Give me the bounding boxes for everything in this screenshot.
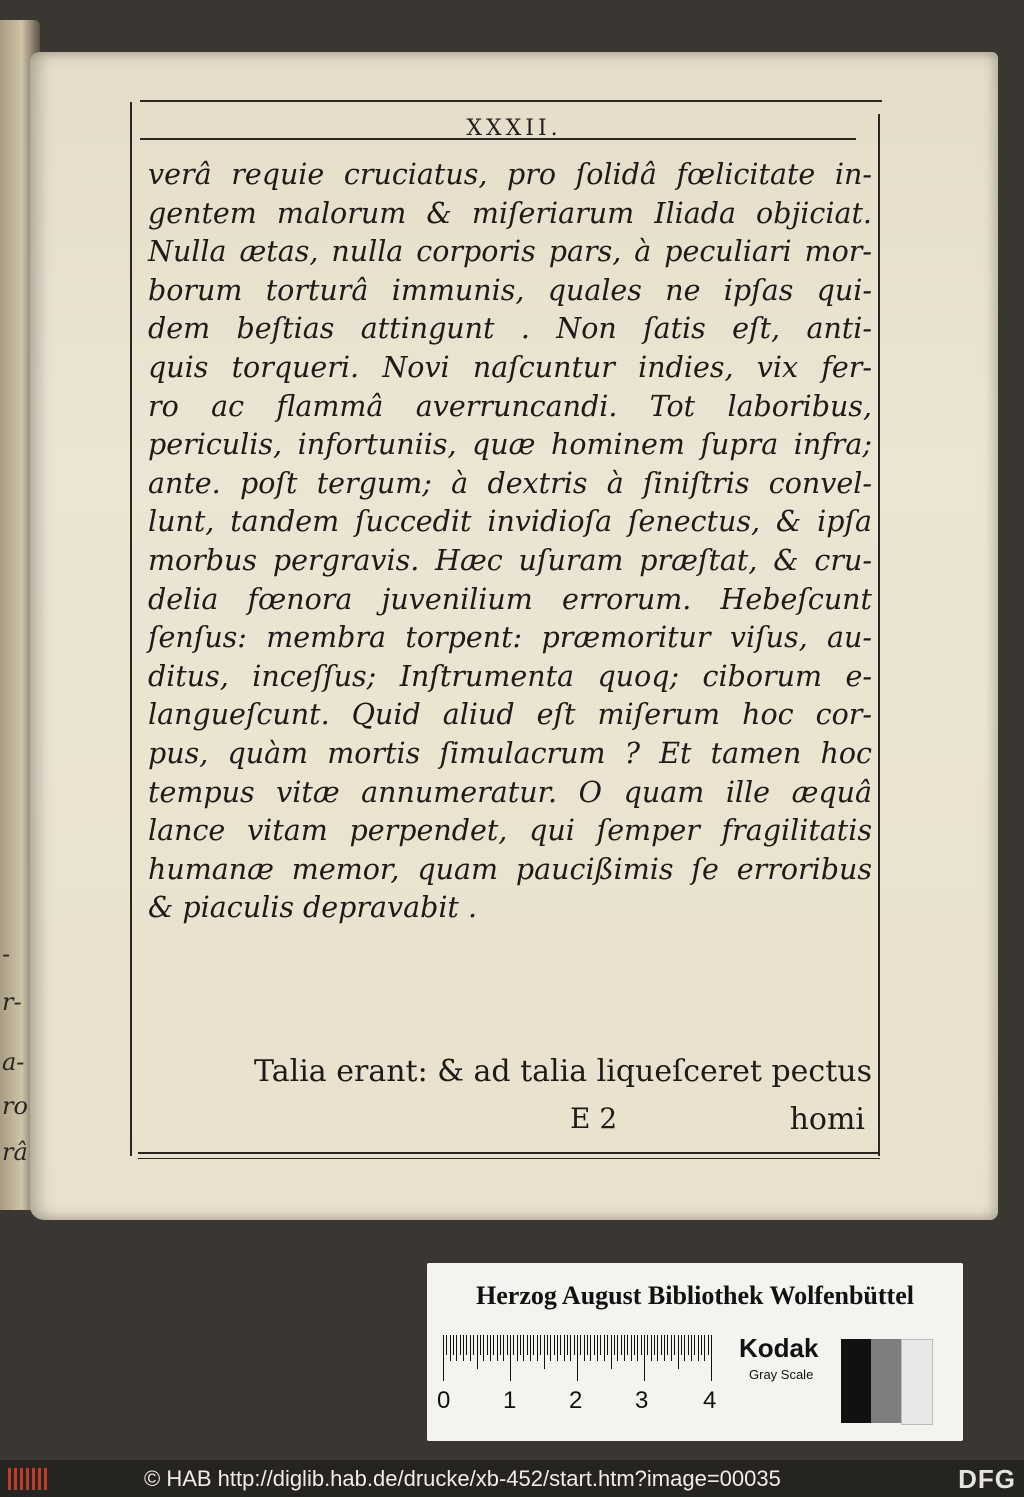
ruler-tick xyxy=(520,1335,521,1355)
gray-scale-label: Gray Scale xyxy=(749,1367,814,1382)
ruler-tick xyxy=(607,1335,608,1355)
ruler-tick xyxy=(651,1335,652,1361)
text-line: ſenſus: membra torpent: præmoritur viſus, au- xyxy=(148,621,872,655)
ruler-tick xyxy=(477,1335,478,1369)
ruler-tick xyxy=(557,1335,558,1361)
text-line: quis torqueri. Novi naſcuntur indies, vix fer- xyxy=(148,350,872,384)
text-line: Nulla ætas, nulla corporis pars, à peculiari mor- xyxy=(148,235,872,269)
ruler-tick xyxy=(617,1335,618,1361)
frame-rule xyxy=(140,100,882,102)
ruler-tick xyxy=(688,1335,689,1355)
ruler-tick xyxy=(544,1335,545,1369)
ruler-tick xyxy=(678,1335,679,1369)
ruler-tick xyxy=(567,1335,568,1355)
copyright-link[interactable]: © HAB http://diglib.hab.de/drucke/xb-452/start.htm?image=00035 xyxy=(144,1466,781,1491)
ruler-tick xyxy=(624,1335,625,1361)
roman-line: Talia erant: & ad talia liqueſceret pectus xyxy=(254,1054,872,1089)
text-line: ante. poſt tergum; à dextris à ſiniſtris convel- xyxy=(148,466,872,500)
ruler-tick xyxy=(493,1335,494,1355)
gray-swatch-light xyxy=(901,1339,933,1425)
text-line: gentem malorum & miſeriarum Iliada objiciat. xyxy=(148,196,872,230)
ruler-tick xyxy=(657,1335,658,1361)
text-line: pus, quàm mortis ſimulacrum ? Et tamen hoc xyxy=(148,736,872,770)
ruler-tick xyxy=(443,1335,444,1381)
ruler-tick xyxy=(644,1335,645,1381)
text-line: morbus pergravis. Hæc uſuram præſtat, & cru- xyxy=(148,543,872,577)
ruler-tick xyxy=(580,1335,581,1355)
ruler-tick xyxy=(503,1335,504,1361)
ruler-tick xyxy=(463,1335,464,1361)
ruler-tick xyxy=(537,1335,538,1361)
dfg-logo: DFG xyxy=(958,1464,1016,1494)
ruler-tick xyxy=(460,1335,461,1355)
ruler-tick xyxy=(667,1335,668,1355)
ruler-tick xyxy=(540,1335,541,1355)
ruler-tick xyxy=(614,1335,615,1355)
text-line: periculis, infortuniis, quæ hominem ſupra infra; xyxy=(148,428,872,462)
hab-logo-icon xyxy=(8,1468,48,1490)
ruler-tick xyxy=(577,1335,578,1381)
ruler-tick xyxy=(587,1335,588,1355)
ruler-tick xyxy=(473,1335,474,1355)
ruler-tick xyxy=(490,1335,491,1361)
scale-card xyxy=(427,1263,963,1441)
text-line: ro ac flammâ averruncandi. Tot laboribus, xyxy=(148,389,872,423)
prev-fragment: r- xyxy=(2,988,22,1016)
gray-swatch-dark xyxy=(871,1339,901,1423)
ruler-tick xyxy=(611,1335,612,1369)
text-line: & piaculis depravabit . xyxy=(148,891,478,925)
ruler-tick xyxy=(510,1335,511,1381)
ruler-tick xyxy=(654,1335,655,1355)
footer-bar xyxy=(0,1460,1024,1497)
ruler-tick xyxy=(456,1335,457,1361)
ruler-tick xyxy=(517,1335,518,1361)
ruler-number: 2 xyxy=(569,1387,583,1414)
prev-fragment: ro xyxy=(2,1092,28,1120)
ruler-tick xyxy=(698,1335,699,1361)
ruler-tick xyxy=(701,1335,702,1355)
ruler-tick xyxy=(523,1335,524,1361)
page-body xyxy=(148,156,872,928)
ruler-tick xyxy=(627,1335,628,1355)
ruler-tick xyxy=(513,1335,514,1355)
ruler-tick xyxy=(684,1335,685,1361)
text-line: verâ requie cruciatus, pro ſolidâ fœlicitate in- xyxy=(148,158,872,191)
ruler-tick xyxy=(708,1335,709,1355)
ruler-tick xyxy=(634,1335,635,1355)
ruler-tick xyxy=(584,1335,585,1361)
prev-fragment: râ xyxy=(2,1138,28,1166)
text-line: lance vitam perpendet, qui ſemper fragilitatis xyxy=(148,814,872,848)
frame-rule xyxy=(138,1152,880,1154)
ruler-tick xyxy=(594,1335,595,1355)
ruler-tick xyxy=(691,1335,692,1361)
institution-name: Herzog August Bibliothek Wolfenbüttel xyxy=(476,1281,914,1310)
ruler-tick xyxy=(574,1335,575,1355)
ruler-tick xyxy=(530,1335,531,1361)
frame-rule xyxy=(138,1158,880,1159)
ruler-tick xyxy=(661,1335,662,1355)
prev-fragment: a- xyxy=(2,1048,25,1076)
ruler-tick xyxy=(711,1335,712,1381)
book-page xyxy=(30,52,998,1220)
text-line: ditus, inceſſus; Inſtrumenta quoq; ciborum e- xyxy=(148,659,872,693)
ruler-tick xyxy=(597,1335,598,1361)
ruler-tick xyxy=(647,1335,648,1355)
ruler-tick xyxy=(637,1335,638,1361)
ruler-tick xyxy=(674,1335,675,1355)
ruler-number: 3 xyxy=(635,1387,649,1414)
kodak-logo: Kodak xyxy=(739,1333,819,1363)
ruler-tick xyxy=(466,1335,467,1355)
ruler-tick xyxy=(600,1335,601,1355)
ruler-tick xyxy=(681,1335,682,1355)
text-line: humanæ memor, quam paucißimis ſe erroribus xyxy=(148,852,872,886)
ruler-tick xyxy=(547,1335,548,1355)
ruler-tick xyxy=(480,1335,481,1355)
running-head: XXXII. xyxy=(466,116,562,141)
gray-swatch-black xyxy=(841,1339,871,1423)
text-line: delia fœnora juvenilium errorum. Hebeſcunt xyxy=(148,582,872,616)
ruler-tick xyxy=(453,1335,454,1355)
ruler-tick xyxy=(631,1335,632,1361)
prev-fragment: - xyxy=(2,940,11,968)
ruler xyxy=(437,1335,741,1423)
ruler-tick xyxy=(487,1335,488,1355)
frame-rule xyxy=(130,102,132,1156)
ruler-tick xyxy=(704,1335,705,1361)
ruler-tick xyxy=(694,1335,695,1355)
ruler-number: 1 xyxy=(503,1387,517,1414)
frame-rule xyxy=(878,114,880,1156)
text-line: dem beſtias attingunt . Non ſatis eſt, anti- xyxy=(148,312,872,346)
catchword: homi xyxy=(789,1102,865,1137)
ruler-tick xyxy=(671,1335,672,1361)
ruler-tick xyxy=(641,1335,642,1355)
ruler-tick xyxy=(446,1335,447,1355)
text-line: tempus vitæ annumeratur. O quam ille æquâ xyxy=(148,775,872,809)
ruler-tick xyxy=(621,1335,622,1355)
ruler-tick xyxy=(527,1335,528,1355)
ruler-tick xyxy=(664,1335,665,1361)
ruler-tick xyxy=(450,1335,451,1361)
ruler-tick xyxy=(550,1335,551,1361)
ruler-number: 0 xyxy=(437,1387,451,1414)
ruler-tick xyxy=(507,1335,508,1355)
ruler-tick xyxy=(500,1335,501,1355)
ruler-number: 4 xyxy=(703,1387,717,1414)
ruler-tick xyxy=(564,1335,565,1361)
signature-mark: E 2 xyxy=(570,1102,618,1135)
ruler-tick xyxy=(497,1335,498,1361)
ruler-tick xyxy=(470,1335,471,1361)
ruler-tick xyxy=(554,1335,555,1355)
ruler-tick xyxy=(604,1335,605,1361)
ruler-tick xyxy=(560,1335,561,1355)
ruler-tick xyxy=(590,1335,591,1361)
ruler-tick xyxy=(533,1335,534,1355)
ruler-tick xyxy=(483,1335,484,1361)
text-line: lunt, tandem ſuccedit invidioſa ſenectus, & ipſa xyxy=(148,505,872,539)
text-line: langueſcunt. Quid aliud eſt miſerum hoc cor- xyxy=(148,698,872,732)
text-line: borum torturâ immunis, quales ne ipſas qui- xyxy=(148,273,872,307)
ruler-tick xyxy=(570,1335,571,1361)
